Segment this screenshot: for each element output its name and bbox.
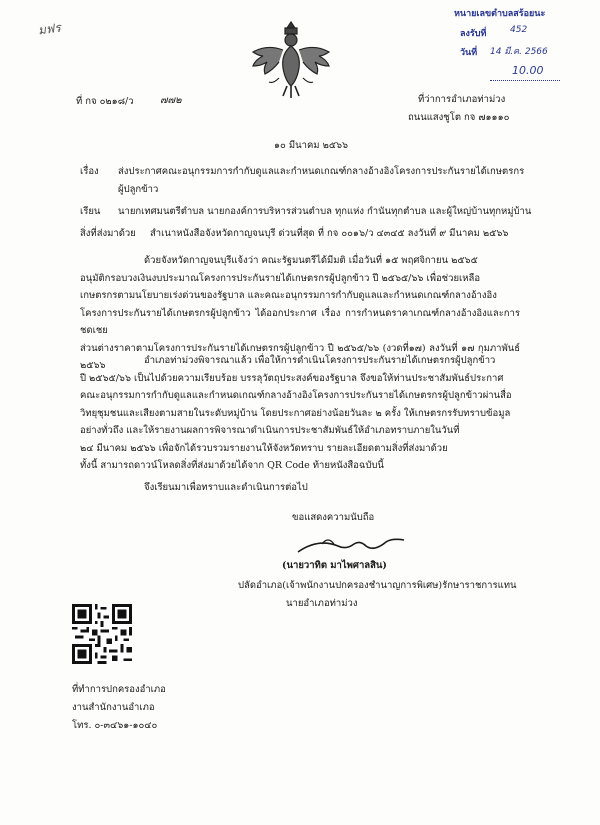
paragraph-2-line: ๒๔ มีนาคม ๒๕๖๖ เพื่อจักได้รวบรวมรายงานให้จังหวัดทราบ รายละเอียดตามสิ่งที่ส่งมาด้วย — [80, 442, 448, 454]
stamp-line-2-label: ลงรับที่ — [460, 29, 487, 39]
paragraph-1-line: ด้วยจังหวัดกาญจนบุรีแจ้งว่า คณะรัฐมนตรีได้มีมติ เมื่อวันที่ ๑๕ พฤศจิกายน ๒๕๖๕ — [144, 255, 478, 266]
stamp-line-2-value: 452 — [510, 25, 528, 35]
receipt-stamp — [450, 4, 580, 92]
signer-name: (นายวาทิต มาไพศาลสิน) — [282, 560, 387, 571]
paragraph-1-line: เกษตรกรตามนโยบายเร่งด่วนของรัฐบาล และคณะอนุกรรมการกำกับดูแลและกำหนดเกณฑ์กลางอ้างอิง — [80, 290, 497, 301]
paragraph-2-line: คณะอนุกรรมการกำกับดูแลและกำหนดเกณฑ์กลางอ้างอิงโครงการประกันรายได้เกษตรกรผู้ปลูกข้าวผ่านสื่อ — [80, 390, 512, 401]
margin-note: มฟร — [37, 20, 62, 38]
signature-icon — [292, 530, 412, 560]
paragraph-1-line: โครงการประกันรายได้เกษตรกรผู้ปลูกข้าว ได้ออกประกาศ เรื่อง การกำหนดราคาเกณฑ์กลางอ้างอิงและการชดเชย — [80, 307, 520, 336]
enclosure-text: สำเนาหนังสือจังหวัดกาญจนบุรี ด่วนที่สุด ที่ กจ ๐๐๑๖/ว ๔๓๔๕ ลงวันที่ ๙ มีนาคม ๒๕๖๖ — [150, 228, 509, 239]
qr-code-icon — [72, 604, 132, 664]
signature — [292, 530, 412, 564]
subject-line-2: ผู้ปลูกข้าว — [118, 184, 159, 195]
letter-date: ๑๐ มีนาคม ๒๕๖๖ — [274, 140, 349, 151]
doc-number: ที่ กจ ๐๒๑๘/ว — [76, 96, 134, 107]
stamp-line-1: หนายเลขตำบลสร้อยนะ — [454, 9, 546, 19]
doc-number-handwritten: ๗๗๒ — [160, 95, 182, 106]
paragraph-2-line: ทั้งนี้ สามารถดาวน์โหลดสิ่งที่ส่งมาด้วยได้จาก QR Code ท้ายหนังสือฉบับนี้ — [80, 460, 384, 471]
regards-line: ขอแสดงความนับถือ — [292, 512, 375, 523]
stamp-underline — [490, 80, 560, 81]
paragraph-2-line: วิทยุชุมชนและเสียงตามสายในระดับหมู่บ้าน โดยประกาศอย่างน้อยวันละ ๒ ครั้ง ให้เกษตรกรรับทราบข้อมูล — [80, 407, 511, 419]
to-label: เรียน — [80, 206, 101, 217]
signer-title-1: ปลัดอำเภอ(เจ้าพนักงานปกครองชำนาญการพิเศษ)รักษาราชการแทน — [238, 580, 517, 591]
stamp-line-3-label: วันที่ — [460, 48, 478, 58]
footer-line-1: ที่ทำการปกครองอำเภอ — [72, 684, 166, 695]
stamp-line-3-value: 14 มี.ค. 2566 — [490, 47, 548, 57]
paragraph-2-line: ปี ๒๕๖๕/๖๖ เป็นไปด้วยความเรียบร้อย บรรลุวัตถุประสงค์ของรัฐบาล จึงขอให้ท่านประชาสัมพันธ์ประกาศ — [80, 372, 504, 384]
subject-label: เรื่อง — [80, 166, 99, 177]
paragraph-2-line: อย่างทั่วถึง และให้รายงานผลการพิจารณาดำเนินการประชาสัมพันธ์ให้อำเภอทราบภายในวันที่ — [80, 425, 460, 436]
garuda-emblem-icon — [249, 16, 333, 100]
closing-line: จึงเรียนมาเพื่อทราบและดำเนินการต่อไป — [144, 482, 308, 493]
signer-title-2: นายอำเภอท่าม่วง — [286, 598, 358, 609]
subject-line-1: ส่งประกาศคณะอนุกรรมการกำกับดูแลและกำหนดเกณฑ์กลางอ้างอิงโครงการประกันรายได้เกษตรกร — [118, 166, 525, 177]
paragraph-2 — [80, 352, 520, 475]
paragraph-1-line: ส่วนต่างราคาตามโครงการประกันรายได้เกษตรกรผู้ปลูกข้าว ปี ๒๕๖๕/๖๖ (งวดที่๑๗) ลงวันที่ ๑๗ กุมภาพันธ์ ๒๕๖๖ — [80, 342, 520, 371]
stamp-line-4-value: 10.00 — [512, 64, 544, 77]
office-line-1: ที่ว่าการอำเภอท่าม่วง — [418, 94, 506, 105]
qr-code[interactable] — [72, 604, 132, 664]
to-text: นายกเทศมนตรีตำบล นายกองค์การบริหารส่วนตำบล ทุกแห่ง กำนันทุกตำบล และผู้ใหญ่บ้านทุกหมู่บ้าน — [118, 206, 532, 217]
footer-line-3: โทร. ๐-๓๔๖๑-๑๐๔๐ — [72, 720, 158, 731]
paragraph-2-line: อำเภอท่าม่วงพิจารณาแล้ว เพื่อให้การดำเนินโครงการประกันรายได้เกษตรกรผู้ปลูกข้าว — [144, 355, 496, 366]
office-line-2: ถนนแสงชูโต กจ ๗๑๑๑๐ — [408, 112, 510, 123]
garuda-emblem — [249, 16, 333, 100]
enclosure-label: สิ่งที่ส่งมาด้วย — [80, 228, 136, 239]
footer-line-2: งานสำนักงานอำเภอ — [72, 702, 155, 713]
paragraph-1-line: อนุมัติกรอบวงเงินงบประมาณโครงการประกันรายได้เกษตรกรผู้ปลูกข้าว ปี ๒๕๖๕/๖๖ เพื่อช่วยเหลือ — [80, 272, 481, 284]
